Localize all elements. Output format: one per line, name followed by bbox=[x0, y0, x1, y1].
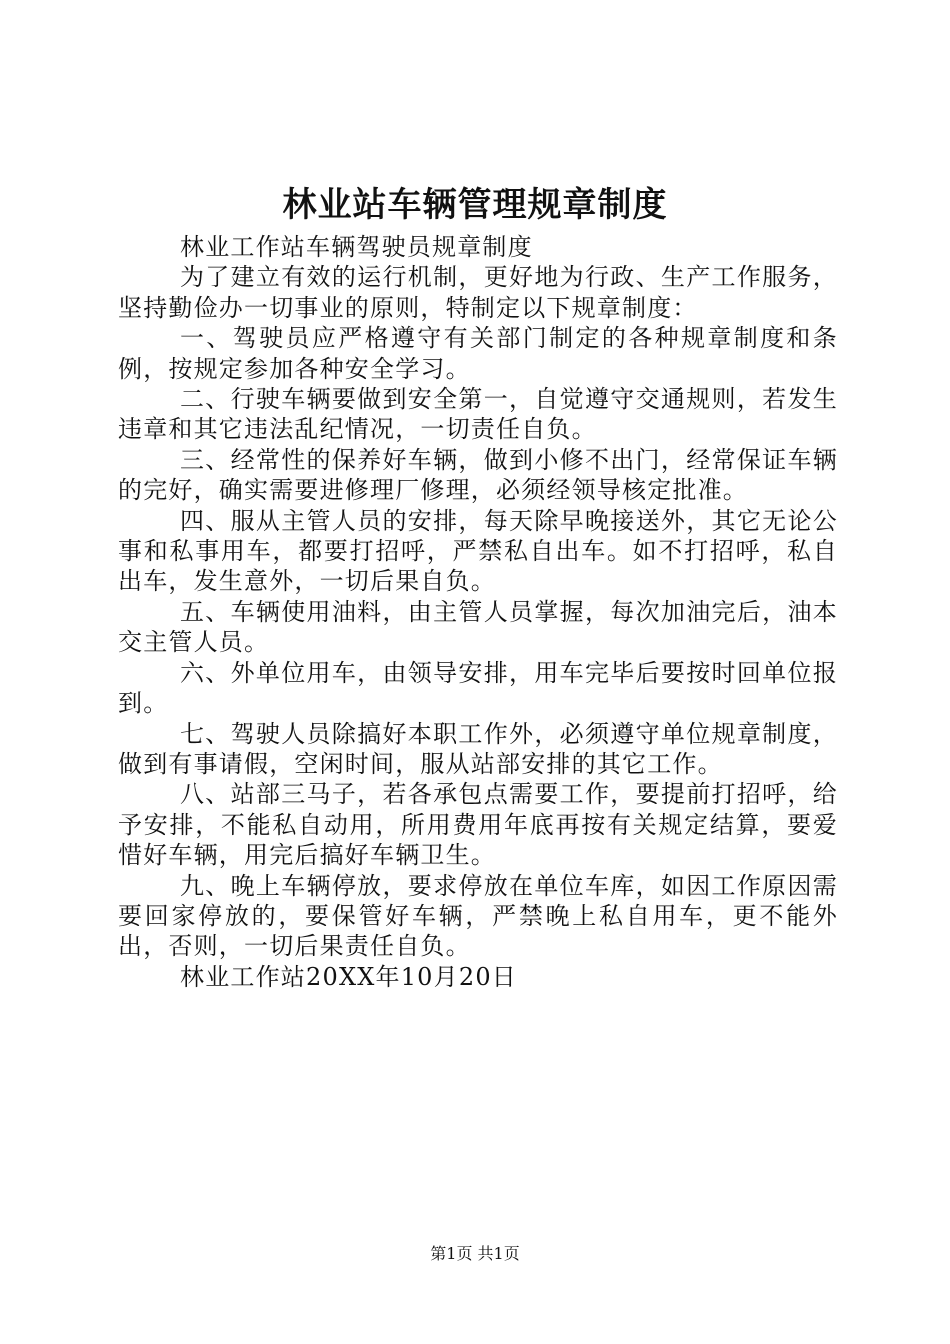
rule-paragraph-5: 五、车辆使用油料，由主管人员掌握，每次加油完后，油本交主管人员。 bbox=[118, 597, 838, 657]
rule-paragraph-2: 二、行驶车辆要做到安全第一，自觉遵守交通规则，若发生违章和其它违法乱纪情况，一切责任自负。 bbox=[118, 385, 838, 444]
signature-date-paragraph: 林业工作站20XX年10月20日 bbox=[180, 962, 517, 991]
subtitle-paragraph: 林业工作站车辆驾驶员规章制度 bbox=[180, 233, 533, 261]
rule-paragraph-4: 四、服从主管人员的安排，每天除早晚接送外，其它无论公事和私事用车，都要打招呼，严禁私自出车。如不打招呼，私自出车，发生意外，一切后果自负。 bbox=[118, 506, 838, 596]
rule-paragraph-1: 一、驾驶员应严格遵守有关部门制定的各种规章制度和条例，按规定参加各种安全学习。 bbox=[118, 324, 838, 383]
document-title: 林业站车辆管理规章制度 bbox=[282, 185, 668, 225]
document-body bbox=[118, 232, 838, 992]
rule-paragraph-8: 八、站部三马子，若各承包点需要工作，要提前打招呼，给予安排，不能私自动用，所用费用年底再按有关规定结算，要爱惜好车辆，用完后搞好车辆卫生。 bbox=[118, 780, 838, 870]
rule-paragraph-6: 六、外单位用车，由领导安排，用车完毕后要按时回单位报到。 bbox=[118, 658, 838, 718]
page-footer: 第1页 共1页 bbox=[430, 1244, 520, 1263]
rule-paragraph-3: 三、经常性的保养好车辆，做到小修不出门，经常保证车辆的完好，确实需要进修理厂修理，必须经领导核定批准。 bbox=[118, 445, 838, 505]
intro-paragraph: 为了建立有效的运行机制，更好地为行政、生产工作服务，坚持勤俭办一切事业的原则，特制定以下规章制度： bbox=[118, 263, 838, 322]
rule-paragraph-9: 九、晚上车辆停放，要求停放在单位车库，如因工作原因需要回家停放的，要保管好车辆，严禁晚上私自用车，更不能外出，否则，一切后果责任自负。 bbox=[118, 871, 838, 961]
rule-paragraph-7: 七、驾驶人员除搞好本职工作外，必须遵守单位规章制度，做到有事请假，空闲时间，服从站部安排的其它工作。 bbox=[118, 719, 838, 778]
